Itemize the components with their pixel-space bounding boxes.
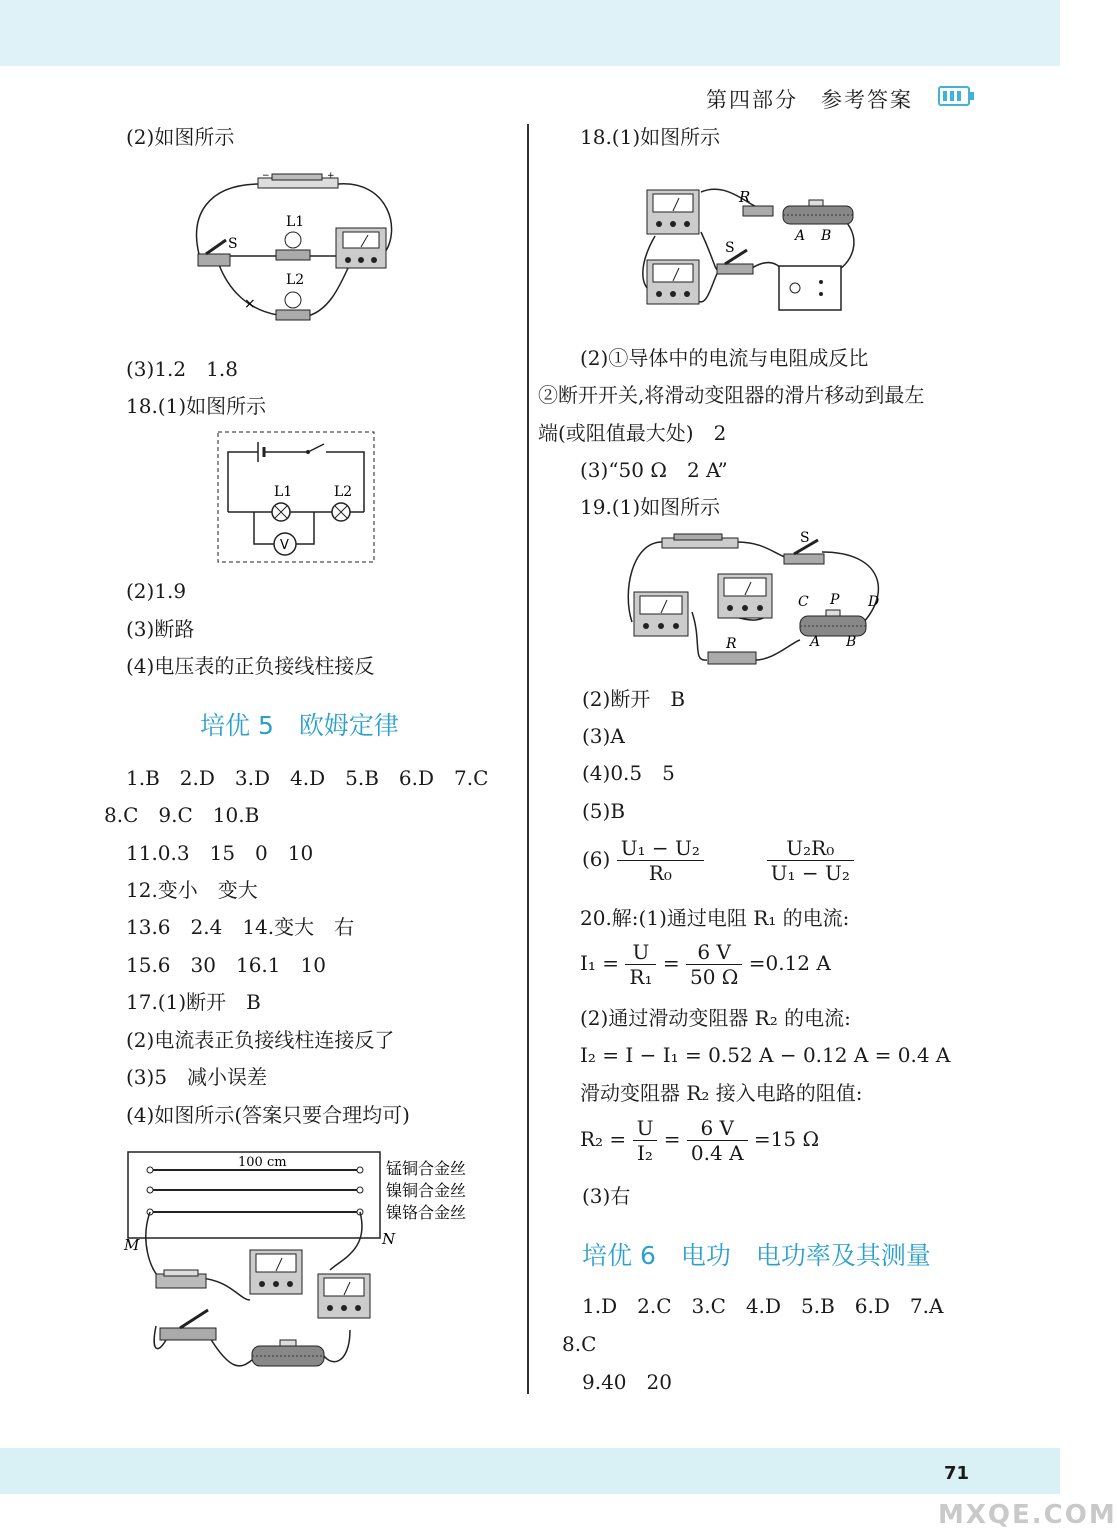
fraction: [633, 1116, 658, 1165]
fraction: [625, 940, 656, 989]
label-L2: L2: [286, 272, 305, 288]
denominator: U₁ − U₂: [770, 861, 850, 885]
numerator: U: [625, 940, 656, 965]
denominator: R₁: [629, 965, 653, 989]
label-S: S: [800, 530, 810, 546]
page-number: 71: [944, 1463, 970, 1484]
label-L1: L1: [286, 214, 305, 230]
numerator: U: [633, 1116, 658, 1141]
answer-line: 1.B 2.D 3.D 4.D 5.B 6.D 7.C: [126, 766, 489, 790]
answer-line: 13.6 2.4 14.变大 右: [126, 915, 355, 939]
answer-line: (3)A: [582, 724, 625, 748]
battery-icon: [938, 86, 970, 106]
svg-text:×: ×: [244, 296, 256, 312]
label-S: S: [228, 236, 238, 252]
label-D: D: [868, 594, 880, 610]
label-R: R: [726, 636, 737, 652]
label-A: A: [810, 634, 821, 650]
figure-wire-board: [120, 1150, 500, 1400]
formula-lhs: R₂ =: [580, 1127, 627, 1151]
answer-line: I₂ = I − I₁ = 0.52 A − 0.12 A = 0.4 A: [580, 1043, 951, 1067]
answer-line: (2)①导体中的电流与电阻成反比: [580, 346, 869, 370]
formula-rhs: =0.12 A: [748, 951, 831, 975]
label-R: R: [739, 188, 751, 206]
fraction: [767, 836, 854, 885]
answer-line: (3)5 减小误差: [126, 1065, 268, 1089]
label-B: B: [846, 634, 857, 650]
answer-line: 18.(1)如图所示: [580, 125, 721, 149]
svg-text:+: +: [327, 171, 335, 181]
label-N: N: [382, 1230, 396, 1248]
answer-line: 8.C: [562, 1332, 597, 1356]
figure-circuit-resistor: [635, 172, 875, 322]
answer-line: 19.(1)如图所示: [580, 495, 721, 519]
figure-circuit-rheostat: [622, 532, 890, 672]
section-title-6: 培优 6 电功 电功率及其测量: [582, 1241, 931, 1270]
answer-line: 1.D 2.C 3.C 4.D 5.B 6.D 7.A: [582, 1294, 944, 1318]
formula-I1: [580, 940, 831, 989]
numerator: 6 V: [687, 1116, 748, 1141]
denominator: R₀: [648, 861, 672, 885]
answer-line: 12.变小 变大: [126, 878, 258, 902]
label-B: B: [821, 228, 832, 244]
section-title-5: 培优 5 欧姆定律: [200, 711, 399, 740]
answer-line: (2)断开 B: [582, 687, 686, 711]
answer-line: ②断开开关,将滑动变阻器的滑片移动到最左: [538, 383, 925, 407]
answer-line: (2)电流表正负接线柱连接反了: [126, 1028, 395, 1052]
column-divider: [527, 124, 529, 1394]
label-A: A: [795, 228, 806, 244]
equals: =: [662, 951, 680, 975]
answer-line: (2)通过滑动变阻器 R₂ 的电流:: [580, 1006, 851, 1030]
answer-line: 20.解:(1)通过电阻 R₁ 的电流:: [580, 906, 850, 930]
top-color-band: [0, 0, 1060, 66]
numerator: U₁ − U₂: [617, 836, 704, 861]
equals: =: [663, 1127, 681, 1151]
formula-lhs: I₁ =: [580, 951, 620, 975]
denominator: 50 Ω: [689, 965, 739, 989]
figure-circuit-bulbs: [188, 170, 403, 330]
answer-line: (2)1.9: [126, 579, 187, 603]
denominator: 0.4 A: [690, 1141, 744, 1165]
numerator: U₂R₀: [767, 836, 854, 861]
label-wire-3: 镍铬合金丝: [386, 1203, 467, 1222]
answer-line: (5)B: [582, 799, 626, 823]
fraction: [687, 1116, 748, 1165]
answer-line: (3)“50 Ω 2 A”: [580, 458, 728, 482]
figure-circuit-diagram: [216, 430, 378, 566]
label-S: S: [725, 240, 735, 256]
answer-line: 滑动变阻器 R₂ 接入电路的阻值:: [580, 1081, 863, 1105]
answer-line: (3)1.2 1.8: [126, 357, 238, 381]
fraction: [686, 940, 742, 989]
answer-formula-6: [582, 836, 854, 885]
label-wire-1: 锰铜合金丝: [386, 1159, 467, 1178]
label-wire-2: 镍铜合金丝: [386, 1181, 467, 1200]
answer-line: 端(或阻值最大处) 2: [538, 421, 727, 445]
header-title: 第四部分 参考答案: [706, 88, 913, 112]
answer-line: 17.(1)断开 B: [126, 990, 261, 1014]
label-L2: L2: [334, 484, 353, 500]
formula-label: (6): [582, 847, 611, 871]
label-L1: L1: [274, 484, 293, 500]
answer-line: (3)断路: [126, 617, 195, 641]
answer-line: (4)如图所示(答案只要合理均可): [126, 1103, 410, 1127]
answer-line: 9.40 20: [582, 1370, 672, 1394]
bottom-color-band: [0, 1448, 1060, 1494]
watermark-text: MXQE.COM: [938, 1500, 1117, 1530]
label-C: C: [798, 594, 809, 610]
answer-line: 15.6 30 16.1 10: [126, 953, 326, 977]
numerator: 6 V: [686, 940, 742, 965]
formula-R2: [580, 1116, 819, 1165]
label-M: M: [124, 1236, 140, 1254]
answer-line: 18.(1)如图所示: [126, 394, 267, 418]
answer-line: (3)右: [582, 1184, 631, 1208]
answer-line: (4)0.5 5: [582, 761, 675, 785]
answer-line: (4)电压表的正负接线柱接反: [126, 654, 375, 678]
denominator: I₂: [637, 1141, 653, 1165]
answer-line: 11.0.3 15 0 10: [126, 841, 314, 865]
svg-text:−: −: [262, 171, 270, 181]
answer-line: 8.C 9.C 10.B: [104, 803, 260, 827]
label-V: V: [280, 538, 289, 553]
answer-line: (2)如图所示: [126, 125, 235, 149]
formula-rhs: =15 Ω: [753, 1127, 820, 1151]
label-P: P: [830, 592, 840, 608]
fraction: [617, 836, 704, 885]
label-100cm: 100 cm: [238, 1155, 287, 1170]
